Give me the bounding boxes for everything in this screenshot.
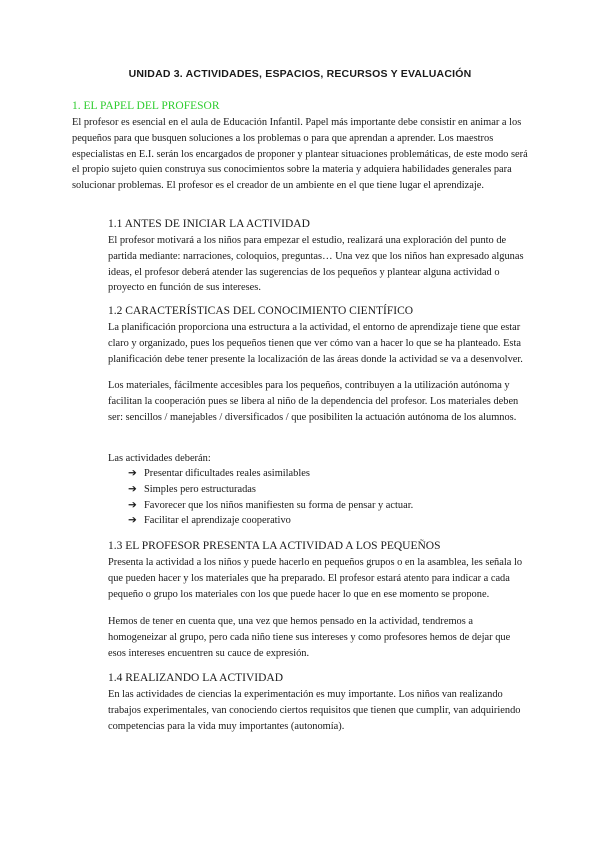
arrow-bullet-icon: ➔ [128, 468, 137, 479]
list-item-text: Presentar dificultades reales asimilables [144, 468, 310, 479]
list-item [128, 498, 413, 514]
section-heading-1-2: 1.2 CARACTERÍSTICAS DEL CONOCIMIENTO CIENTÍFICO [108, 305, 414, 317]
list-intro: Las actividades deberán: [108, 453, 211, 464]
section-1-body: El profesor es esencial en el aula de Educación Infantil. Papel más importante debe consistir en animar a los pequeños para que busquen soluciones a los problemas o para que aprendan a aprender. Los maestros especialistas en E.I. serán los encargados de proponer y plantear situaciones problemáticas, de este modo será el propio sujeto quien construya sus conocimientos sobre la materia y adquiera habilidades generales para solucionar problemas. El profesor es el creador de un ambiente en el que tiene lugar el aprendizaje. [72, 117, 528, 192]
list-item-text: Simples pero estructuradas [144, 483, 256, 495]
section-1-4-body: En las actividades de ciencias la experimentación es muy importante. Los niños van realizando trabajos experimentales, van conociendo ciertos requisitos que tienen que cumplir, van adquiriendo competencias para la vida muy importantes (autonomía). [108, 689, 521, 732]
list-item [128, 466, 413, 482]
section-heading-1-3: 1.3 EL PROFESOR PRESENTA LA ACTIVIDAD A LOS PEQUEÑOS [108, 540, 441, 552]
list-item-text: Favorecer que los niños manifiesten su forma de pensar y actuar. [144, 499, 414, 511]
section-heading-1-4: 1.4 REALIZANDO LA ACTIVIDAD [108, 672, 284, 684]
list-item-text: Facilitar el aprendizaje cooperativo [144, 515, 291, 527]
section-heading-1: 1. EL PAPEL DEL PROFESOR [72, 100, 220, 112]
section-1-2-body-1: La planificación proporciona una estructura a la actividad, el entorno de aprendizaje tiene que estar claro y organizado, pues los pequeños tienen que ver cómo van a hacer lo que se ha planteado. Esta planificación debe tener presente la localización de las áreas donde la actividad se va a desenvolver. [108, 322, 523, 365]
arrow-bullet-icon: ➔ [128, 515, 137, 527]
section-1-3-body-1: Presenta la actividad a los niños y puede hacerlo en pequeños grupos o en la asamblea, les señala lo que pueden hacer y los materiales que ha preparado. El profesor estará atento para indicar a cada pequeño o grupo los materiales con los que puede hacer lo que en ese momento se propone. [108, 557, 523, 600]
list-item [128, 482, 413, 498]
section-1-3-body-2: Hemos de tener en cuenta que, una vez que hemos pensado en la actividad, tendremos a homogeneizar al grupo, pero cada niño tiene sus intereses y como profesores hemos de dejar que esos intereses encuentren su cauce de expresión. [108, 616, 511, 659]
section-heading-1-1: 1.1 ANTES DE INICIAR LA ACTIVIDAD [108, 218, 310, 230]
list-item [128, 513, 413, 529]
section-1-1-body: El profesor motivará a los niños para empezar el estudio, realizará una exploración del punto de partida mediante: narraciones, coloquios, preguntas… Una vez que los niños han expresado algunas ideas, el profesor deberá atender las sugerencias de los pequeños y plantear alguna actividad o proyecto en función de sus intereses. [108, 235, 524, 294]
arrow-bullet-icon: ➔ [128, 483, 137, 495]
activity-requirements-list [128, 466, 413, 529]
section-1-2-body-2: Los materiales, fácilmente accesibles para los pequeños, contribuyen a la utilización autónoma y facilitan la cooperación pues se libera al niño de la dependencia del profesor. Los materiales deben ser: sencillos / manejables / diversificados / que posibiliten la actuación autónoma de los alumnos. [108, 380, 519, 423]
document-title: UNIDAD 3. ACTIVIDADES, ESPACIOS, RECURSOS Y EVALUACIÓN [128, 68, 472, 80]
arrow-bullet-icon: ➔ [128, 499, 137, 511]
